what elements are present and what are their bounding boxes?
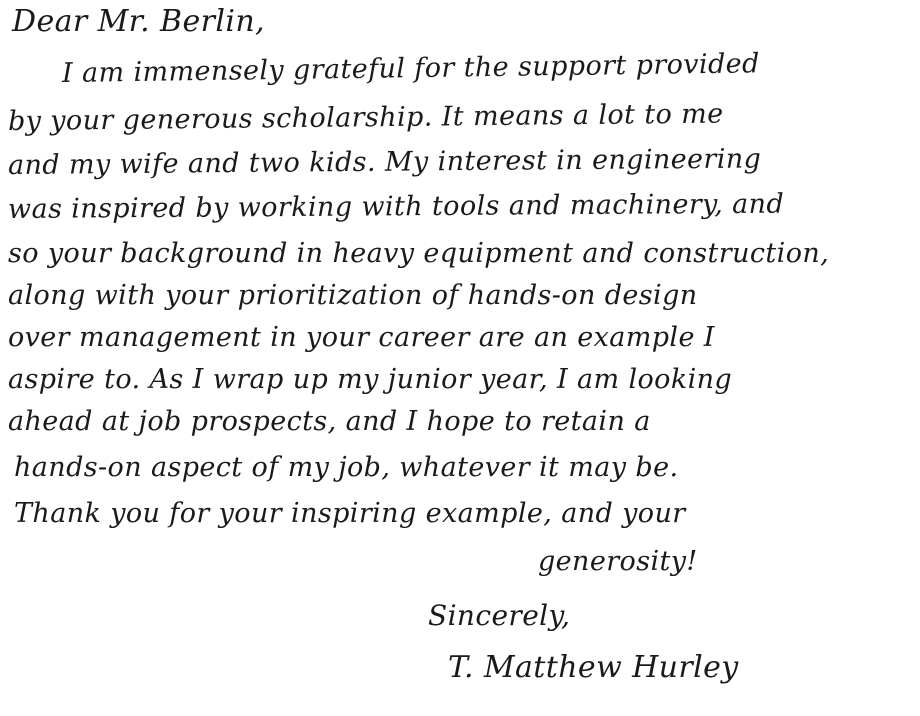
letter-line: aspire to. As I wrap up my junior year, I am looking [8, 364, 733, 395]
letter-line: along with your prioritization of hands-on design [8, 280, 698, 311]
letter-line: by your generous scholarship. It means a lot to me [7, 98, 724, 137]
letter-line: was inspired by working with tools and machinery, and [7, 188, 785, 225]
letter-signature: T. Matthew Hurley [448, 650, 739, 685]
letter-line: generosity! [538, 546, 698, 577]
letter-line: ahead at job prospects, and I hope to retain a [8, 406, 651, 437]
letter-line: over management in your career are an example I [8, 322, 715, 353]
letter-salutation: Dear Mr. Berlin, [12, 4, 265, 39]
letter-line: I am immensely grateful for the support provided [61, 48, 760, 89]
letter-closing: Sincerely, [428, 599, 571, 632]
letter-line: and my wife and two kids. My interest in engineering [7, 143, 762, 181]
letter-line: Thank you for your inspiring example, and your [14, 498, 686, 529]
letter-line: so your background in heavy equipment and construction, [8, 238, 830, 269]
letter-line: hands-on aspect of my job, whatever it may be. [14, 452, 679, 483]
